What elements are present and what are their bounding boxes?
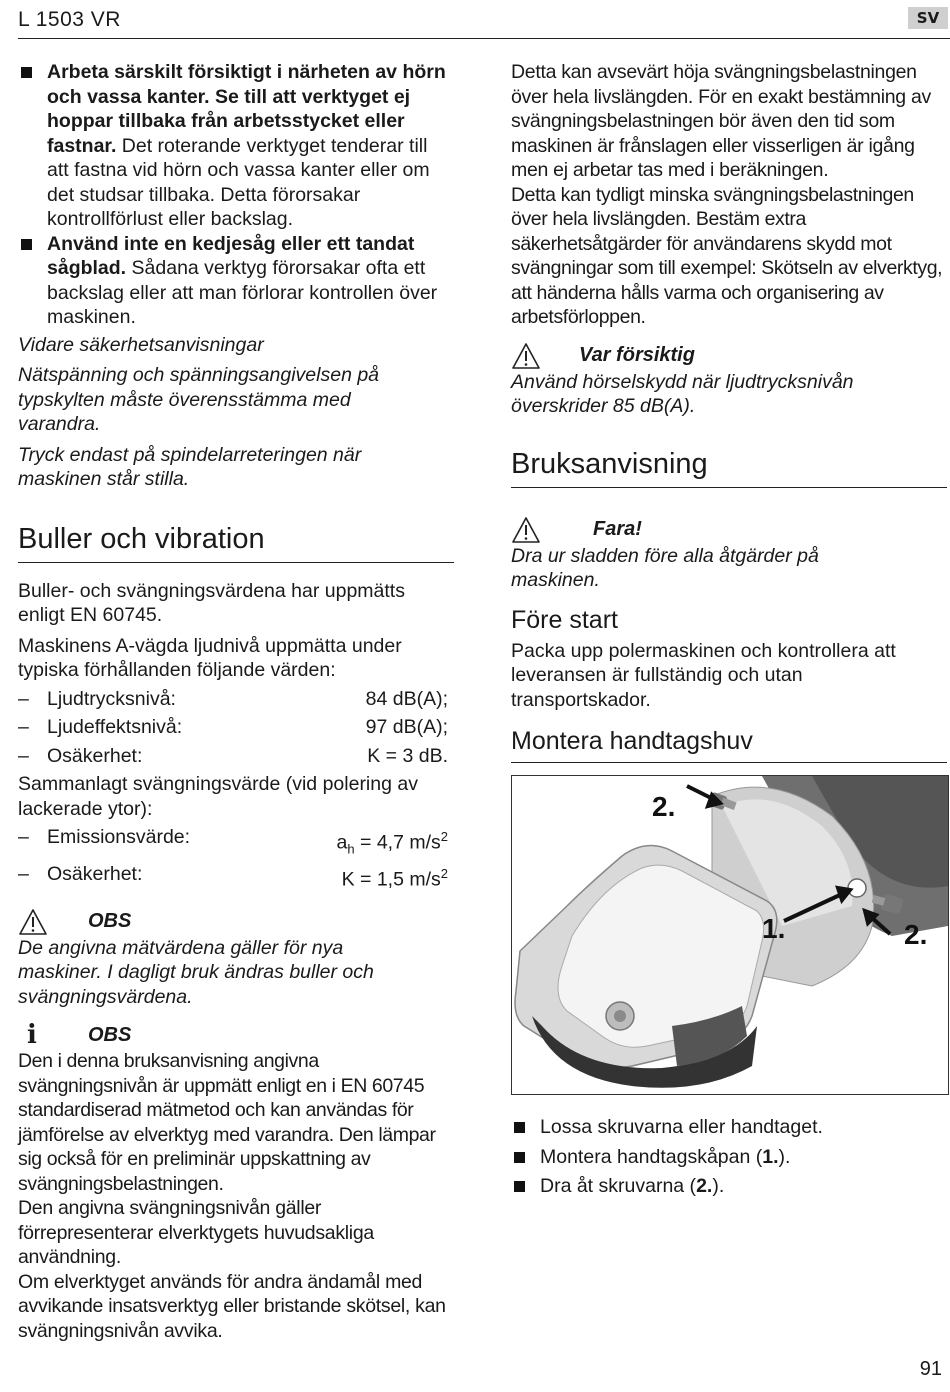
paragraph: Sammanlagt svängningsvärde (vid polering av lackerade ytor): [18,773,418,820]
left-column [18,60,454,1343]
value-label: Osäkerhet: [47,862,143,885]
dash: – [18,716,29,738]
obs-info-paragraph: Den i denna bruksanvisning angivna svängningsnivån är uppmätt enligt en i EN 60745 standardiserad mätmetod och kan användas för jämförelse av elverktyg med varandra. Den lämpar sig också för en preliminär uppskattning av svängningsbelastningen. [18,1050,436,1195]
danger-header [511,516,947,544]
obs-info-paragraph: Om elverktyget används för andra ändamål med avvikande insatsverktyg eller bristande skötsel, kan svängningsnivån avvika. [18,1270,446,1342]
subsection-title-montera: Montera handtagshuv [511,727,753,755]
step-text: Montera handtagskåpan ( [540,1145,763,1168]
warning-triangle-icon [511,342,541,370]
paragraph: Buller- och svängningsvärdena har uppmätts enligt EN 60745. [18,579,405,626]
dash: – [18,862,29,885]
step-text: Dra åt skruvarna ( [540,1175,697,1197]
mounting-illustration [511,775,949,1095]
value-amount: 97 dB(A); [365,716,448,738]
step-number: 1. [762,1145,779,1168]
obs-text: De angivna mätvärdena gäller för nya maskiner. I dagligt bruk ändras buller och svängningsvärdena. [18,936,374,1008]
paragraph: Detta kan tydligt minska svängningsbelastningen över hela livslängden. Bestäm extra säkerhetsåtgärder för användarens skydd mot svängningar som till exempel: Skötseln av elverktyg, att händerna hålls varma och organisering av arbetsförloppen. [511,183,943,328]
step-number: 2. [696,1175,713,1197]
dash: – [18,744,29,767]
value-label: Osäkerhet: [47,744,143,767]
step-text: ). [712,1175,725,1197]
polisher-handle-drawing [512,776,948,1094]
safety-paragraph-2: Tryck endast på spindelarreteringen när maskinen står stilla. [18,443,362,490]
section-rule [511,762,947,763]
bullet-text: Det roterande verktyget tenderar till att fastna vid hörn och vassa kanter eller om det studsar tillbaka. Detta förorsakar kontrollförlust eller backslag. [47,134,430,230]
bullet-item [18,232,454,330]
caution-header [511,342,947,370]
bullet-bold: Använd inte en kedjesåg eller ett tandat sågblad. [47,232,415,279]
obs-label: OBS [88,910,132,933]
obs-warning-header [18,908,454,936]
caution-text: Använd hörselskydd när ljudtrycksnivån överskrider 85 dB(A). [511,370,854,417]
square-bullet-icon [514,1122,525,1133]
paragraph: Maskinens A-vägda ljudnivå uppmätta under typiska förhållanden följande värden: [18,634,402,681]
step-text: ). [778,1145,791,1168]
square-bullet-icon [514,1181,525,1192]
right-column [511,60,947,1204]
step-item [511,1115,947,1140]
figure-label-step2-top: 2. [652,791,676,822]
warning-triangle-icon [511,516,541,544]
section-title-buller: Buller och vibration [18,522,265,555]
sound-values-list [18,687,448,769]
value-row [18,687,448,712]
caution-label: Var försiktig [579,344,695,366]
page-number: 91 [919,1358,942,1380]
value-amount: K = 3 dB. [367,744,448,767]
value-amount: $a_h = 4,7$ $m/s^2$ [336,829,448,857]
value-row [18,862,448,892]
section-title-bruksanvisning: Bruksanvisning [511,447,708,480]
step-item [511,1145,947,1170]
bullet-bold: Arbeta särskilt försiktigt i närheten av hörn och vassa kanter. Se till att verktyget ej hoppar tillbaka från arbetsstycket eller fastnar. [47,61,446,157]
bullet-text: Sådana verktyg förorsakar ofta ett backslag eller att man förlorar kontrollen över maskinen. [47,257,438,328]
square-bullet-icon [514,1152,525,1163]
vibration-values-list [18,825,448,892]
header-rule [18,38,950,39]
paragraph: Detta kan avsevärt höja svängningsbelastningen över hela livslängden. För en exakt bestämning av svängningsbelastningen bör även den tid som maskinen är frånslagen eller visserligen är igång men ej arbetar tas med i beräkningen. [511,61,931,181]
obs-info-header [18,1021,454,1049]
safety-paragraph-1: Nätspänning och spänningsangivelsen på typskylten måste överensstämma med varandra. [18,364,380,435]
paragraph: Packa upp polermaskinen och kontrollera att leveransen är fullständig och utan transportskador. [511,639,896,711]
value-row [18,825,448,862]
safety-heading: Vidare säkerhetsanvisningar [18,333,264,356]
value-label: Ljudeffektsnivå: [47,716,183,738]
square-bullet-icon [21,67,32,78]
step-text: Lossa skruvarna eller handtaget. [540,1116,823,1138]
value-label: Emissionsvärde: [47,826,191,848]
dash: – [18,826,29,848]
value-amount: 84 dB(A); [365,687,448,710]
obs-info-paragraph: Den angivna svängningsnivån gäller förrepresenterar elverktygets huvudsakliga användning. [18,1197,374,1269]
value-label: Ljudtrycksnivå: [47,687,176,710]
figure-label-step2-right: 2. [904,919,928,950]
value-row [18,715,448,740]
value-amount: K = 1,5 $m/s^2$ [341,865,448,891]
mount-steps-list [511,1115,947,1199]
figure-label-step1: 1. [762,913,786,944]
warning-triangle-icon [18,908,48,936]
dash: – [18,687,29,710]
danger-label: Fara! [593,518,642,540]
header-model: L 1503 VR [18,8,121,31]
step-item [511,1174,947,1199]
value-row [18,744,448,769]
bullet-item [18,60,454,232]
info-icon: i [27,1020,37,1051]
danger-text: Dra ur sladden före alla åtgärder på maskinen. [511,544,819,591]
obs-label: OBS [88,1023,132,1046]
square-bullet-icon [21,239,32,250]
header-language-badge: SV [908,7,948,29]
subsection-title-fore-start: Före start [511,605,618,634]
